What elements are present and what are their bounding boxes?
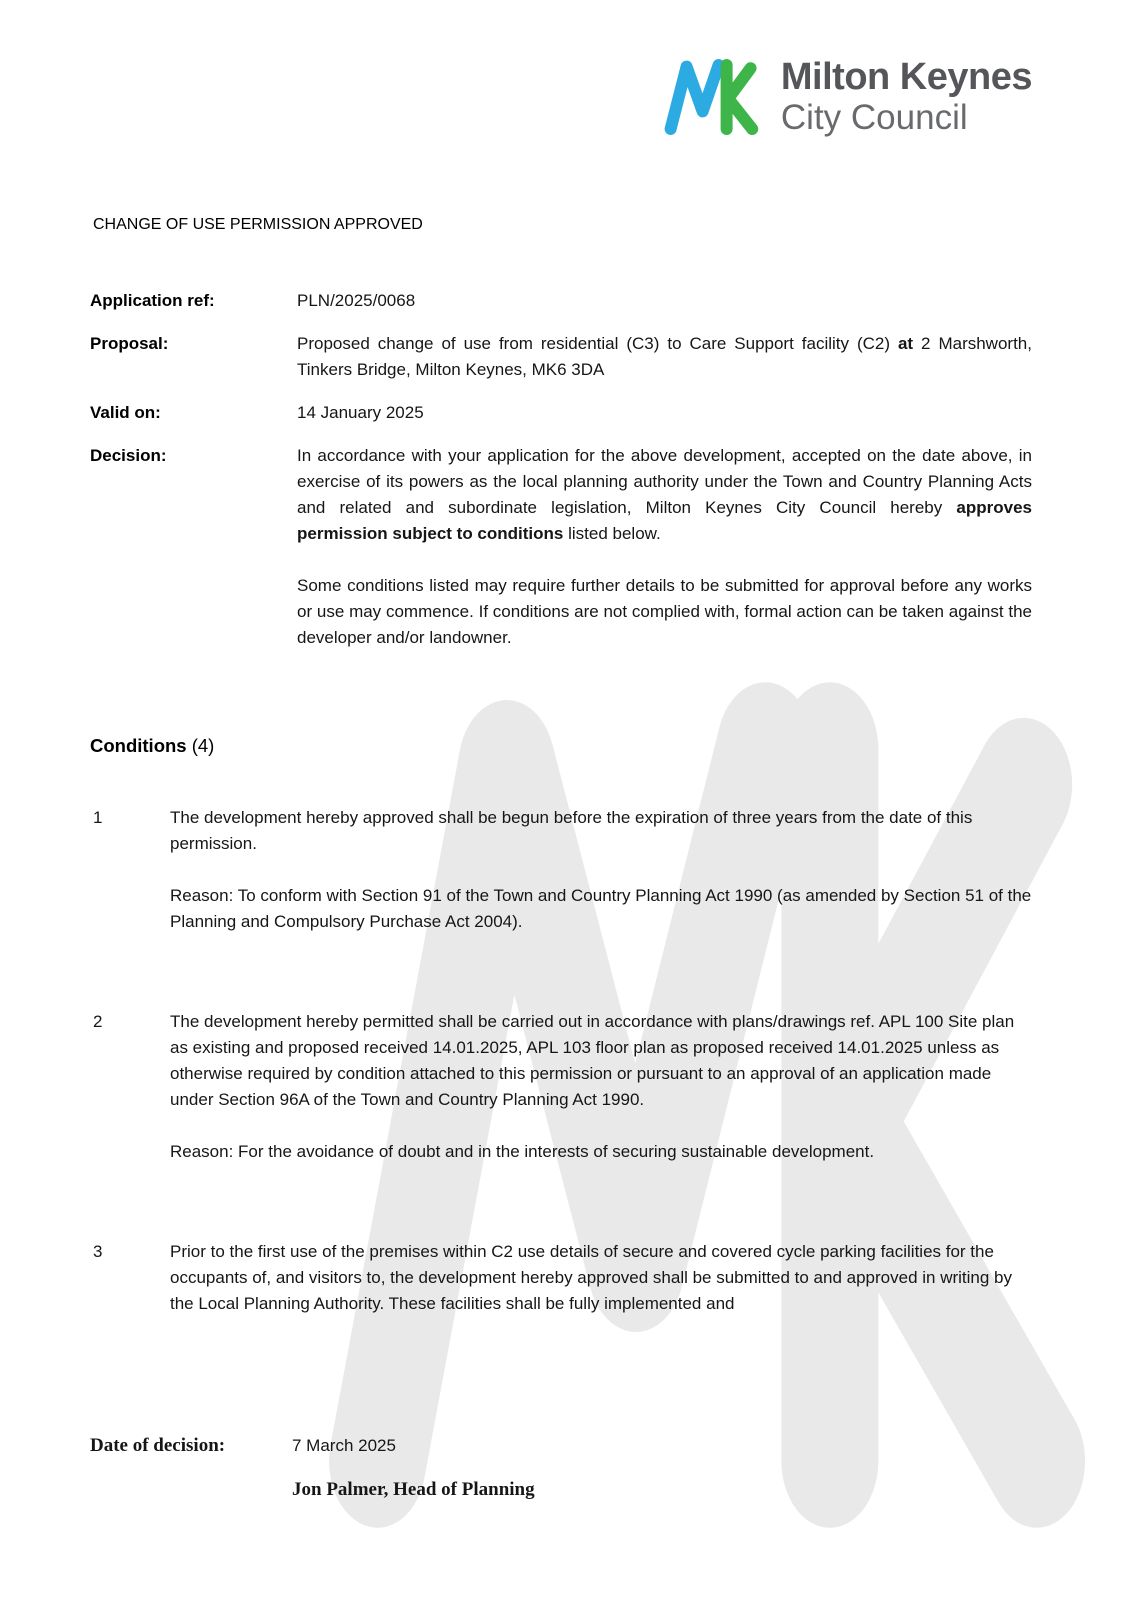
mk-logo-icon — [661, 52, 765, 142]
condition-number: 2 — [93, 1012, 103, 1031]
document-title: CHANGE OF USE PERMISSION APPROVED — [93, 216, 423, 233]
decision-value — [297, 443, 1032, 651]
condition-reason: Reason: To conform with Section 91 of the Town and Country Planning Act 1990 (as amended by Section 51 of the Planning and Compulsory Purchase Act 2004). — [170, 886, 1032, 931]
decision-paragraph-2: Some conditions listed may require further details to be submitted for approval before any works or use may commence. If conditions are not complied with, formal action can be taken against the developer and/or landowner. — [297, 576, 1032, 647]
date-of-decision-value: 7 March 2025 — [292, 1436, 396, 1455]
decision-p1-after: listed below. — [563, 524, 661, 543]
logo-brand-subname: City Council — [780, 97, 968, 137]
condition-body — [170, 1009, 1032, 1165]
condition-text: The development hereby approved shall be begun before the expiration of three years from the date of this permission. — [170, 808, 973, 853]
signature: Jon Palmer, Head of Planning — [292, 1479, 535, 1500]
decision-label: Decision: — [90, 446, 167, 465]
proposal-emphasis: at — [897, 334, 914, 353]
valid-on-label: Valid on: — [90, 403, 161, 422]
logo — [90, 52, 1032, 142]
conditions-heading — [90, 735, 1032, 757]
decision-p1-emphasis: approves permission subject to conditions — [297, 498, 1032, 543]
condition-body — [170, 1239, 1032, 1317]
logo-brand-name: Milton Keynes — [780, 55, 1032, 98]
field-valid-on — [90, 400, 1032, 426]
field-decision — [90, 443, 1032, 651]
condition-text: The development hereby permitted shall be carried out in accordance with plans/drawings ref. APL 100 Site plan as existing and proposed received 14.01.2025, APL 103 floor plan as proposed received 14.01.2025 unless as otherwise required by condition attached to this permission or pursuant to an approval of an application made under Section 96A of the Town and Country Planning Act 1990. — [170, 1012, 1015, 1109]
logo-text — [781, 57, 1032, 137]
condition-text: Prior to the first use of the premises within C2 use details of secure and covered cycle parking facilities for the occupants of, and visitors to, the development hereby approved shall be submitted to and approved in writing by the Local Planning Authority. These facilities shall be fully implemented and — [170, 1242, 1013, 1313]
conditions-list — [90, 805, 1032, 1317]
conditions-heading-word: Conditions — [90, 735, 187, 756]
condition-number: 1 — [93, 808, 103, 827]
decision-paragraph-1 — [297, 443, 1032, 547]
proposal-text-after: 2 Marshworth, Tinkers Bridge, Milton Keynes, MK6 3DA — [297, 334, 1032, 379]
valid-on-value: 14 January 2025 — [297, 403, 424, 422]
field-application-ref — [90, 288, 1032, 314]
condition-body — [170, 805, 1032, 935]
proposal-value — [297, 331, 1032, 383]
condition-item — [90, 1239, 1032, 1317]
condition-number: 3 — [93, 1242, 103, 1261]
application-ref-label: Application ref: — [90, 291, 215, 310]
proposal-label: Proposal: — [90, 334, 169, 353]
condition-item — [90, 805, 1032, 935]
condition-reason: Reason: For the avoidance of doubt and in the interests of securing sustainable development. — [170, 1142, 875, 1161]
conditions-count: (4) — [191, 735, 215, 756]
date-of-decision-row — [90, 1435, 1032, 1457]
decision-p1-before: In accordance with your application for the above development, accepted on the date above, in exercise of its powers as the local planning authority under the Town and Country Planning Acts and related and subordinate legislation, Milton Keynes City Council hereby — [297, 446, 1032, 517]
date-of-decision-label: Date of decision: — [90, 1435, 226, 1456]
application-ref-value: PLN/2025/0068 — [297, 291, 416, 310]
condition-item — [90, 1009, 1032, 1165]
field-proposal — [90, 331, 1032, 383]
proposal-text-before: Proposed change of use from residential (C3) to Care Support facility (C2) — [297, 334, 898, 353]
fields-section — [90, 288, 1032, 651]
footer — [90, 1435, 1032, 1501]
